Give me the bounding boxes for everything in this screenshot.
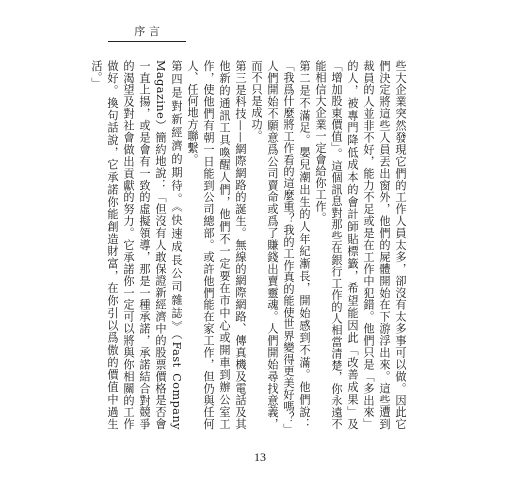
paragraph: 第四是對新經濟的期待。《快速成長公司雜誌》（Fast Company Magazine）簡約地說：「但沒有人敢保證新經濟中的股票價格是否會一直上揚，或是會有一致的虛擬領導，那是一種承諾，承諾結合對競爭的渴望及對社會做出貢獻的努力。它承諾你一定可以將與你相關的工作做好。換句話說，它承諾你能創造財富，在你引以爲傲的價值中過生活。」 [90,60,183,430]
paragraph: 些大企業突然發現它們的工作人員太多，卻沒有太多事可以做。因此它們決定將這些人員丟出窗外，他們的屍體開始在下游浮出來。這些遭到裁員的人並非不好，能力不足或是在工作中犯錯。他們只是「多出來」的人，被專門降低成本的會計師貼標籤，希望能因此「改善成果」及「增加股東價值」。這個訊息對那些在銀行工作的人相當清楚，你永遠不能相信大企業一定會給你工作。 [314,60,407,430]
running-header-title: 序 言 [134,25,160,38]
body-text [90,60,408,430]
page-number: 13 [254,450,266,464]
paragraph: 第二是不滿足。嬰兒潮出生的人年紀漸長，開始感到不滿。他們說：「我爲什麼將工作看的這麼重？我的工作真的能使世界變得更美好嗎？」人們開始不願意爲公司賣命或爲了賺錢出賣靈魂。人們開始尋找意義，而不只是成功。 [250,60,311,430]
paragraph: 第三是科技——網際網路的誕生。無線的網際網路、傳真機及電話及其他新的通訊工具喚醒人們，他們不一定要在市中心或開車到辦公室工作，使他們有朝一日能到公司總部。或許他們能在家工作，但仍與任何人、任何地方聯繫。 [186,60,247,430]
running-header [108,24,186,42]
